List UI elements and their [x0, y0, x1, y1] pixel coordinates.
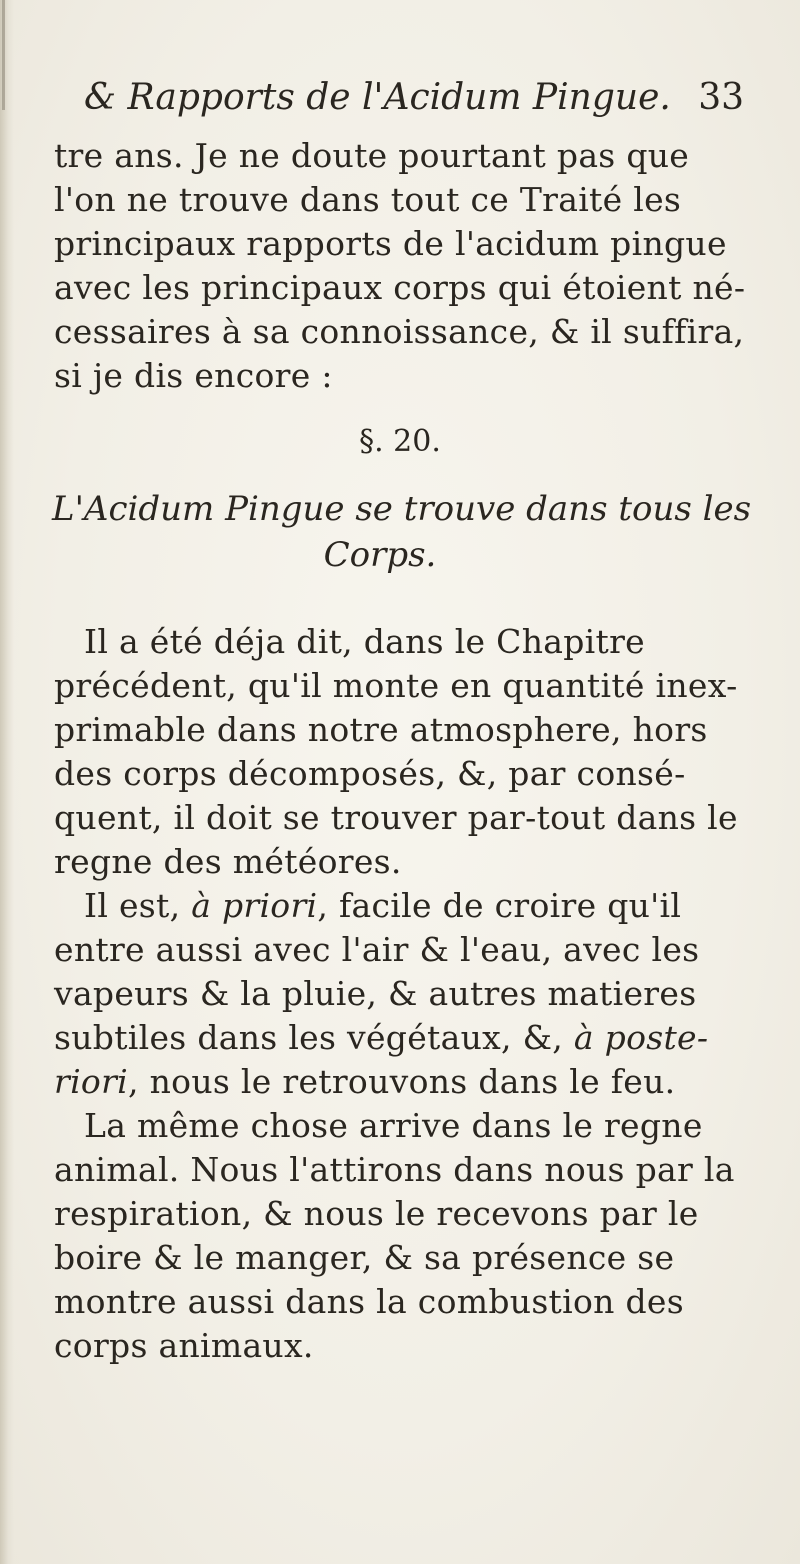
section-heading-line-2: Corps. — [323, 535, 437, 575]
section-number: §. 20. — [359, 424, 441, 459]
text-line: entre aussi avec l'air & l'eau, avec les — [54, 930, 700, 969]
text-run: Il est, — [84, 886, 192, 925]
text-line: des corps décomposés, &, par consé- — [54, 754, 686, 793]
text-line: vapeurs & la pluie, & autres matieres — [54, 974, 697, 1013]
running-head — [84, 70, 744, 126]
section-heading-line-1: L'Acidum Pingue se trouve dans tous les — [52, 489, 752, 529]
page-number: 33 — [698, 77, 744, 118]
text-line: primable dans notre atmosphere, hors — [54, 710, 708, 749]
text-line: boire & le manger, & sa présence se — [54, 1238, 675, 1277]
text-line: Il a été déja dit, dans le Chapitre — [84, 622, 645, 661]
text-run: , nous le retrouvons dans le feu. — [128, 1062, 676, 1101]
italic-phrase: à priori — [191, 886, 318, 925]
gutter-line — [2, 0, 5, 110]
text-line: quent, il doit se trouver par-tout dans le — [54, 798, 738, 837]
text-line: tre ans. Je ne doute pourtant pas que — [54, 136, 690, 175]
text-line: montre aussi dans la combustion des — [54, 1282, 684, 1321]
italic-phrase: riori — [54, 1062, 129, 1101]
text-line: La même chose arrive dans le regne — [84, 1106, 703, 1145]
text-line: si je dis encore : — [54, 356, 333, 395]
text-line: corps animaux. — [54, 1326, 314, 1365]
text-line — [54, 1016, 754, 1060]
running-head-title: & Rapports de l'Acidum Pingue. — [84, 77, 671, 118]
text-run: , facile de croire qu'il — [317, 886, 682, 925]
text-line: précédent, qu'il monte en quantité inex- — [54, 666, 738, 705]
text-line: animal. Nous l'attirons dans nous par la — [54, 1150, 735, 1189]
italic-phrase: à poste- — [573, 1018, 709, 1057]
gutter-shadow — [0, 0, 14, 1564]
text-line: avec les principaux corps qui étoient né- — [54, 268, 746, 307]
text-line: cessaires à sa connoissance, & il suffira, — [54, 312, 745, 351]
text-run: subtiles dans les végétaux, &, — [54, 1018, 574, 1057]
text-line: principaux rapports de l'acidum pingue — [54, 224, 727, 263]
text-line — [84, 884, 784, 928]
text-line — [54, 1060, 754, 1104]
text-line: respiration, & nous le recevons par le — [54, 1194, 699, 1233]
text-line: regne des météores. — [54, 842, 402, 881]
text-line: l'on ne trouve dans tout ce Traité les — [54, 180, 682, 219]
